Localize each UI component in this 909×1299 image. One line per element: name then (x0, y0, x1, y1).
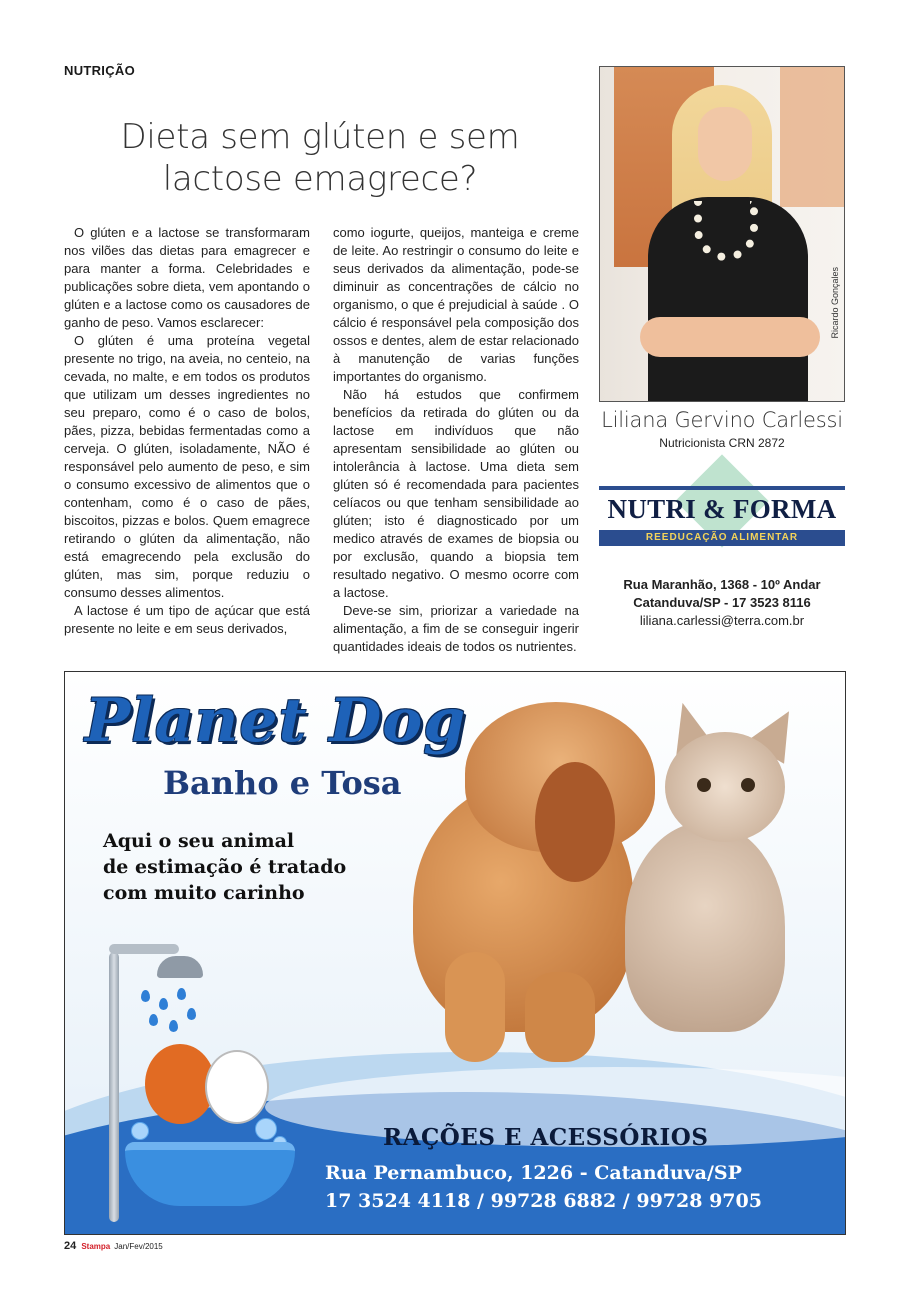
slogan-line: de estimação é tratado (103, 856, 347, 878)
ad-brand: Planet Dog (85, 686, 467, 756)
magazine-name: Stampa (81, 1242, 111, 1251)
author-photo (599, 66, 845, 402)
clinic-tagline: REEDUCAÇÃO ALIMENTAR (599, 530, 845, 546)
clinic-logo (599, 460, 845, 570)
water-drop-icon (169, 1020, 178, 1032)
kitten-eye (697, 778, 711, 792)
author-role: Nutricionista CRN 2872 (659, 436, 785, 450)
ad-slogan (103, 828, 403, 906)
water-drop-icon (149, 1014, 158, 1026)
slogan-line: com muito carinho (103, 882, 305, 904)
shower-arm (109, 944, 179, 954)
kitten-head (665, 732, 785, 842)
page-footer (64, 1240, 163, 1252)
bathtub-icon (125, 1142, 295, 1206)
article-headline (70, 116, 570, 200)
issue-date: Jan/Fev/2015 (114, 1242, 163, 1251)
paragraph: A lactose é um tipo de açúcar que está presente no leite e em seus derivados, (64, 603, 310, 636)
paragraph: Deve-se sim, priorizar a variedade na alimentação, a fim de se conseguir ingerir quantidades ideais de todos os nutrientes. (333, 603, 579, 654)
photo-background-panel (780, 67, 845, 207)
puppy-leg (445, 952, 505, 1062)
page-number: 24 (64, 1240, 77, 1252)
photo-credit: Ricardo Gonçales (830, 267, 840, 339)
paragraph-continued: como iogurte, queijos, manteiga e creme de leite. Ao restringir o consumo do leite e seus derivados da alimentação, pode-se diminuir as concentrações de cálcio no organismo, o que é prejudicial à saúde . O cálcio é responsável pela composição dos ossos e dentes, alem de estar relacionado à manutenção de varias funções importantes do organismo. (333, 225, 579, 384)
clinic-address: Rua Maranhão, 1368 - 10º Andar (623, 577, 821, 592)
clinic-email: liliana.carlessi@terra.com.br (639, 613, 805, 628)
water-drop-icon (187, 1008, 196, 1020)
logo-bar (599, 486, 845, 490)
shower-head-icon (157, 956, 203, 978)
shower-icon (109, 952, 119, 1222)
paragraph: O glúten e a lactose se transformaram nos vilões das dietas para emagrecer e para manter a forma. Celebridades e publicações sobre dieta, vem apontando o glúten e a lactose como os causadores de ganho de peso. Vamos esclarecer: (64, 225, 310, 330)
photo-arms (640, 317, 820, 357)
puppy-ear (535, 762, 615, 882)
article-column-1 (64, 224, 310, 638)
section-label: NUTRIÇÃO (64, 63, 136, 78)
ad-service: Banho e Tosa (163, 764, 402, 802)
ad-products: RAÇÕES E ACESSÓRIOS (383, 1124, 709, 1151)
photo-face (698, 107, 752, 181)
kitten-eye (741, 778, 755, 792)
paragraph: Não há estudos que confirmem benefícios da retirada do glúten ou da lactose em indivíduos que não apresentam sensibilidade ao glúten ou intolerância à lactose. Uma dieta sem glúten só é recomendada para pacientes celíacos ou que tenham sensibilidade ao glúten; isto é diagnosticado por um medico através de exames de biopsia ou por exclusão, quando a biopsia tem resultado negativo. O mesmo ocorre com a lactose. (333, 387, 579, 600)
slogan-line: Aqui o seu animal (103, 830, 295, 852)
planet-dog-advertisement (64, 671, 846, 1235)
clinic-city-phone: Catanduva/SP - 17 3523 8116 (633, 595, 811, 610)
author-name: Liliana Gervino Carlessi (601, 408, 843, 432)
headline-line-1: Dieta sem glúten e sem (120, 117, 520, 157)
water-drop-icon (141, 990, 150, 1002)
clinic-contact (599, 576, 845, 630)
kitten-image (625, 822, 785, 1032)
ad-address: Rua Pernambuco, 1226 - Catanduva/SP (325, 1162, 742, 1184)
bubble-icon (255, 1118, 277, 1140)
article-column-2 (333, 224, 579, 656)
puppy-leg (525, 972, 595, 1062)
water-drop-icon (177, 988, 186, 1000)
headline-line-2: lactose emagrece? (162, 159, 478, 199)
cartoon-cat-icon (205, 1050, 269, 1124)
ad-phones: 17 3524 4118 / 99728 6882 / 99728 9705 (325, 1190, 762, 1212)
water-drop-icon (159, 998, 168, 1010)
bubble-icon (131, 1122, 149, 1140)
clinic-name: NUTRI & FORMA (607, 494, 837, 524)
paragraph: O glúten é uma proteína vegetal presente no trigo, na aveia, no centeio, na cevada, no malte, e em todos os produtos que utilizam um desses ingredientes no seu preparo, como é o caso de bolos, pães, pizza, bebidas fermentadas como a cerveja. O glúten, isoladamente, NÃO é responsável pelo aumento de peso, e sim o consumo excessivo de alimentos que o contenham, como é o caso de pães, biscoitos, pizzas e bolos. Quem emagrece retirando o glúten da alimentação, não está emagrecendo pela exclusão do glúten, mas sim, porque reduziu o consumo desses alimentos. (64, 333, 310, 600)
